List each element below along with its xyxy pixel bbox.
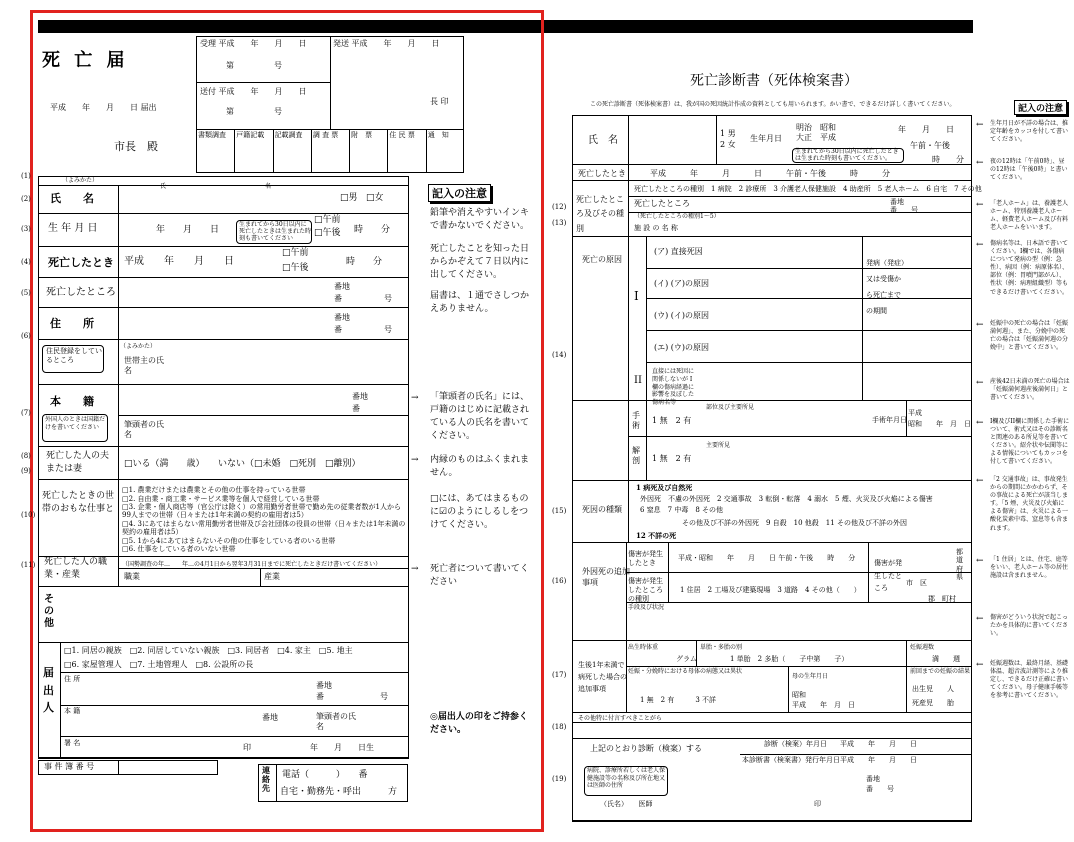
informant-address: 住 所 (64, 675, 81, 683)
cert-mother-era: 昭和 平成 年 月 日 (792, 691, 855, 709)
col-divider (628, 480, 629, 542)
row-divider (626, 572, 972, 573)
side-note: 産後42日未満の死亡の場合は「妊娠満何週産後満何日」と書いてください。 (990, 378, 1070, 402)
row-number: (7) (21, 409, 31, 417)
row-divider (38, 277, 409, 278)
occupation-label: 死亡したときの世帯のおもな仕事と (42, 491, 115, 515)
cert-part2: 直接には死因に関係しないが I 欄の傷病経過に影響を及ぼした傷病名等 (652, 368, 695, 407)
cert-doctor: （氏名） 医師 (600, 800, 653, 808)
row-divider (628, 196, 972, 197)
row-divider (572, 640, 972, 641)
death-am[interactable]: □午前 (282, 248, 309, 258)
cert-autopsy-value[interactable]: 1 無 2 有 (652, 454, 692, 463)
side-note: 「1 住居」とは、住宅、庭等をいい、老人ホーム等の居住施設は含まれません。 (990, 556, 1069, 580)
cert-diag-date: 平成 年 月 日 (840, 740, 917, 748)
col-divider (628, 164, 629, 180)
cert-ext-label: 外因死の追加事項 (582, 567, 630, 588)
cert-live: 出生児 人 (912, 685, 954, 693)
row-divider (38, 758, 409, 759)
cert-multiple: 単胎・多胎の別 (700, 644, 743, 651)
check-divider (426, 129, 427, 173)
arrow-icon: → (411, 455, 419, 465)
cert-issue-date-label: 本診断書（検案書）発行年月日 (742, 756, 840, 764)
cert-town: 郡 町村 (928, 595, 956, 603)
check-divider (273, 129, 274, 173)
cert-still: 死産児 胎 (912, 699, 954, 707)
side-note: 「老人ホーム」は、養護老人ホーム、特別養護老人ホーム、軽費老人ホーム及び有料老人ホームをいいます。 (990, 200, 1069, 232)
side-note: 「2 交通事故」は、事故発生からの期間にかかわらず、その事故による死亡が該当します。「5 煙、火災及び火焔による傷害」は、火災による一酸化炭素中毒、窒息等も含まれます。 (990, 476, 1069, 532)
arrow-icon: ← (976, 378, 984, 388)
row-divider (118, 415, 409, 416)
check-cell-label: 調 査 票 (312, 131, 339, 139)
side-note: 傷害がどういう状況で起こったかを具体的に書いてください。 (990, 614, 1069, 638)
cert-injury-time: 傷害が発生したとき (628, 550, 663, 568)
cert-birth-label: 生年月日 (750, 134, 782, 143)
honseki-label: 本 籍 (50, 395, 94, 408)
col-divider (60, 642, 61, 758)
householder-label: 世帯主の氏名 (124, 356, 164, 376)
row-number: (18) (552, 723, 567, 731)
cert-injury-place2: 傷害が発生したところ (874, 559, 902, 593)
side-note: 生年月日が不詳の場合は、推定年齢をカッコを付して書いてください。 (990, 120, 1069, 144)
row-divider (572, 738, 972, 739)
row-number: (6) (21, 332, 31, 340)
contact-label: 連絡先 (262, 765, 270, 794)
form-title: 死 亡 届 (42, 50, 129, 71)
cert-single[interactable]: 1 単胎 2 多胎（ 子中第 子） (730, 655, 849, 663)
birth-hour-min: 時 分 (354, 225, 391, 235)
spouse-options[interactable]: □いる（満 歳） いない（□未婚 □死別 □離別） (124, 459, 361, 469)
occupation-option[interactable]: □6. 仕事をしている者のいない世帯 (122, 545, 236, 553)
cert-cause-type-12[interactable]: 12 不詳の死 (636, 531, 677, 540)
row-number: (10) (21, 511, 36, 519)
cert-autopsy-main: 主要所見 (706, 442, 731, 449)
male-checkbox[interactable]: □男 (340, 193, 358, 203)
note-deadline: 死亡したことを知った日からかぞえて７日以内に出してください。 (430, 244, 530, 281)
cause-divider (646, 268, 972, 269)
part1-roman: I (634, 289, 639, 303)
row-number: (16) (552, 577, 567, 585)
cert-pregnancy: 妊娠・分娩時における母体の病態又は異状 (628, 668, 743, 675)
arrow-icon: ← (976, 418, 984, 428)
row-number: (4) (21, 258, 31, 266)
cause-line: (ウ) (イ)の原因 (654, 311, 710, 320)
cert-hospital-banchi: 番地 番 号 (866, 775, 894, 793)
death-place-go: 号 (384, 294, 392, 303)
name-label: 氏 名 (50, 192, 94, 205)
occupation-option[interactable]: □2. 自由業・商工業・サービス業等を個人で経営している世帯 (122, 495, 320, 503)
cert-cause-type-1[interactable]: 1 病死及び自然死 (636, 483, 693, 492)
cert-injury-place-value[interactable]: 1 住居 2 工場及び建築現場 3 道路 4 その他（ ） (680, 586, 861, 594)
cert-sex[interactable]: 1 男 2 女 (720, 129, 736, 150)
female-checkbox[interactable]: □女 (366, 193, 384, 203)
cert-autopsy-label: 解剖 (632, 446, 640, 465)
cert-hospital: 病院、診療所若しくは老人保健施設等の名称及び所在地又は医師の住所 (587, 767, 666, 789)
givenname-label: 名 (265, 183, 272, 190)
row-divider (38, 642, 409, 643)
cert-place: 死亡したところ (634, 199, 690, 208)
death-time-label: 死亡したとき (48, 256, 114, 269)
occupation-option[interactable]: □4. 3にあてはまらない常用勤労者世帯及び会社団体の役員の世帯（日々または1年未満の契約の雇用者は5） (122, 520, 406, 537)
col-divider (868, 542, 869, 602)
death-time-value: 平成 年 月 日 (124, 256, 234, 267)
col-divider (646, 236, 647, 480)
informant-options-2[interactable]: □6. 家屋管理人 □7. 土地管理人 □8. 公設所の長 (64, 660, 254, 669)
row-divider (628, 436, 972, 437)
check-cell-label: 記載調査 (274, 131, 303, 139)
cert-birth-weight: 出生時体重 (628, 644, 659, 651)
row-number: (13) (552, 219, 567, 227)
row-number: (9) (21, 467, 31, 475)
cert-place-ban: 番 号 (890, 206, 918, 214)
birth-pm[interactable]: □午後 (314, 228, 341, 238)
cert-week: 満 週 (932, 655, 960, 663)
cert-mother-birth: 母の生年月日 (792, 673, 829, 680)
note-seal: ◎届出人の印をご持参ください。 (430, 712, 528, 736)
col-divider (716, 115, 717, 164)
contact-type: 自宅・勤務先・呼出 方 (280, 787, 398, 797)
job-field: 職業 (124, 572, 140, 581)
row-divider (60, 672, 409, 673)
col-divider (906, 640, 907, 712)
spouse-label: 死亡した人の夫または妻 (46, 451, 110, 474)
cert-cause-type-label: 死因の種類 (582, 505, 622, 514)
informant-sign: 署 名 (64, 739, 81, 747)
row-divider (38, 446, 409, 447)
address-ban: 番 (334, 325, 342, 334)
row-divider (60, 736, 409, 737)
side-note: 夜の12時は「午前0時」、昼の12時は「午後0時」と書いてください。 (990, 158, 1068, 182)
dispatch-date: 発送 平成 年 月 日 (333, 39, 440, 48)
row-divider (572, 712, 972, 713)
cert-statement: 上記のとおり診断（検案）する (590, 744, 702, 753)
cert-death-time-value: 平成 年 月 日 午前・午後 時 分 (650, 169, 890, 178)
mayor-address: 市長 殿 (114, 140, 158, 153)
right-notes-heading: 記入の注意 (1014, 100, 1067, 115)
note-one-copy: 届書は、１通でさしつかえありません。 (430, 291, 530, 315)
honseki-head-label: 筆頭者の氏名 (124, 420, 164, 440)
row-divider (60, 705, 409, 706)
arrow-icon: → (411, 393, 419, 403)
cert-era: 明治 昭和 大正 平成 (796, 123, 836, 143)
death-place-banchi: 番地 (334, 282, 350, 291)
informant-honseki: 本 籍 (64, 707, 81, 715)
check-cell-label: 附 票 (351, 131, 373, 139)
cert-death-time-label: 死亡したとき (578, 169, 626, 178)
cert-time: 時 分 (932, 155, 964, 164)
informant-label: 届 出 人 (43, 666, 54, 715)
cert-birth-date: 年 月 日 (898, 125, 954, 134)
birth-date-value: 年 月 日 (156, 225, 220, 235)
cause-divider (646, 298, 972, 299)
arrow-icon: ← (976, 120, 984, 130)
householder-yomikata: （よみかた） (120, 343, 157, 350)
note-pencil: 鉛筆や消えやすいインキで書かないでください。 (430, 208, 530, 232)
arrow-icon: ← (976, 476, 984, 486)
col-divider (628, 115, 629, 164)
arrow-icon: ← (976, 556, 984, 566)
row-divider (572, 164, 972, 165)
row-divider (38, 307, 409, 308)
cause-line: (エ) (ウ)の原因 (654, 343, 710, 352)
row-divider (572, 480, 972, 481)
cert-gram: グラム (676, 655, 697, 663)
row-divider (38, 479, 409, 480)
informant-go: 号 (380, 692, 388, 701)
cert-method: 手段及び状況 (628, 604, 665, 611)
received-number: 第 号 (226, 61, 282, 70)
industry-field: 産業 (264, 572, 280, 581)
note-deceased: 死亡者について書いてください (430, 564, 529, 588)
cause-divider (646, 330, 972, 331)
birth-note: 生まれてから30日以内に死亡したときは生まれた時刻も書いてください (239, 221, 312, 243)
cert-birth-note: 生まれてから30日以内に死亡したときは生まれた時刻も書いてください。 (795, 148, 899, 162)
col-divider (862, 236, 863, 400)
honseki-ban: 番 (352, 404, 360, 413)
cert-cause-type-ext[interactable]: 外因死 不慮の外因死 2 交通事故 3 転倒・転落 4 溺水 5 煙、火災及び火焔による傷害 6 窒息 7 中毒 8 その他 (640, 495, 940, 514)
check-cell-label: 書類調査 (198, 131, 226, 139)
check-divider (349, 129, 350, 173)
death-hour-min: 時 分 (346, 257, 383, 267)
contact-phone[interactable]: 電話（ ） 番 (282, 770, 368, 780)
cert-place-label: 死亡したところ及びその種別 (576, 195, 624, 233)
cert-surgery-date: 手術年月日 (872, 416, 907, 424)
residence-note: 住民登録をしているところ (46, 347, 102, 365)
honseki-note: 外国人のときは国籍だけを書いてください (45, 416, 106, 431)
note-common-law: 内縁のものはふくまれません。 (430, 455, 530, 479)
check-cell-label: 戸籍記載 (236, 131, 265, 139)
birth-label: 生 年 月 日 (48, 223, 98, 234)
cert-place-banchi: 番地 (890, 198, 904, 206)
informant-options-1[interactable]: □1. 同居の親族 □2. 同居していない親族 □3. 同居者 □4. 家主 □5. 地主 (64, 646, 353, 655)
sent-date: 送付 平成 年 月 日 (200, 87, 307, 96)
cert-surgery-label: 手術 (632, 411, 640, 430)
honseki-banchi: 番地 (352, 392, 368, 401)
address-go: 号 (384, 325, 392, 334)
row-number: (14) (552, 351, 567, 359)
arrow-icon: ← (976, 200, 984, 210)
row-divider (572, 400, 972, 401)
sent-number: 第 号 (226, 107, 282, 116)
notes-heading: 記入の注意 (428, 184, 491, 202)
address-banchi: 番地 (334, 313, 350, 322)
occupation-option[interactable]: □5. 1から4にあてはまらないその他の仕事をしている者のいる世帯 (122, 537, 336, 545)
address-label: 住 所 (50, 317, 94, 330)
death-place-label: 死亡したところ (46, 287, 116, 298)
informant-honseki-banchi: 番地 (262, 713, 278, 722)
yomikata-label: （よみかた） (62, 177, 99, 184)
check-cell-label: 通 知 (427, 131, 449, 139)
row-number: (15) (552, 507, 567, 515)
cert-am-pm: 午前・午後 (910, 141, 950, 150)
col-divider (788, 666, 789, 712)
cert-injury-time-value: 平成・昭和 年 月 日 午前・午後 時 分 (678, 554, 856, 562)
chief-seal: 長 印 (430, 97, 449, 106)
row-divider (38, 246, 409, 247)
occupation-option[interactable]: □1. 農業だけまたは農業とその他の仕事を持っている世帯 (122, 486, 306, 494)
informant-banchi: 番地 (316, 681, 332, 690)
row-number: (5) (21, 289, 31, 297)
col-divider (118, 185, 119, 586)
cause-divider (646, 362, 972, 363)
col-divider (668, 542, 669, 602)
check-divider (234, 129, 235, 173)
case-number-label: 事 件 簿 番 号 (44, 762, 95, 771)
birth-am[interactable]: □午前 (314, 215, 341, 225)
certificate-intro: この死亡診断書（死体検案書）は、我が国の死因統計作成の資料としても用いられます。かい書で、できるだけ詳しく書いてください。 (590, 101, 956, 108)
side-note: 傷病名等は、日本語で書いてください。I欄では、各傷病について発病の型（例：急性）、病因（例：病原体名）、部位（例：胃噴門部がん）、性状（例：病理組織型）等もできるだけ書いてください。 (990, 240, 1069, 296)
col-divider (260, 568, 261, 586)
cert-cause-type-other[interactable]: その他及び不詳の外因死 9 自殺 10 他殺 11 その他及び不詳の外因 (682, 519, 907, 527)
row-divider (38, 213, 409, 214)
cert-injury-place: 傷害が発生したところの種別 (628, 577, 663, 604)
check-divider (311, 129, 312, 173)
cert-place-types[interactable]: 死亡したところの種別 1 病院 2 診療所 3 介護老人保健施設 4 助産所 5 老人ホーム 6 自宅 7 その他 (634, 185, 982, 193)
side-note: 妊娠中の死亡の場合は「妊娠満何週」、また、分娩中の死亡の場合は「妊娠満何週の分娩中」と書いてください。 (990, 320, 1069, 352)
note-checkbox: □には、あてはまるものに☑のようにしるしをつけてください。 (430, 494, 529, 531)
row-divider (38, 586, 409, 587)
cause-line: (イ) (ア)の原因 (654, 279, 710, 288)
cert-cause-label: 死亡の原因 (582, 255, 622, 264)
row-number: (1) (21, 172, 31, 180)
row-divider (740, 754, 972, 755)
cert-surgery-era: 平成 昭和 年 月 日 (908, 409, 971, 428)
job-label: 死亡した人の職業・産業 (44, 557, 108, 581)
arrow-icon: ← (976, 320, 984, 330)
cert-onset: 発病（発症）又は受傷から死亡までの期間 (866, 259, 905, 316)
side-note: I欄及びII欄に関係した手術について、術式又はその診断名と関連のある所見等を書いてください。紹介状や伝聞等による情報についてもカッコを付して書いてください。 (990, 418, 1070, 466)
cert-diag-date-label: 診断（検案）年月日 (764, 740, 827, 748)
row-number: (17) (552, 671, 567, 679)
row-divider (572, 821, 972, 822)
cert-facility-note: （死亡したところの種別1〜5） (634, 213, 720, 220)
row-number: (19) (552, 775, 567, 783)
other-label: そ の 他 (44, 594, 54, 629)
cert-issue-date: 平成 年 月 日 (840, 756, 917, 764)
arrow-icon: ← (976, 158, 984, 168)
row-number: (8) (21, 452, 31, 460)
cert-facility: 施 設 の 名 称 (634, 224, 678, 232)
cert-other-special: その他特に付言すべきことがら (578, 715, 662, 722)
row-divider (572, 542, 972, 543)
check-cell-label: 住 民 票 (389, 131, 415, 139)
cert-prev: 前回までの妊娠の結果 (910, 668, 971, 675)
row-divider (118, 339, 409, 340)
cert-weeks: 妊娠週数 (910, 644, 935, 651)
col-divider (628, 236, 629, 480)
cert-city: 市 区 (906, 579, 927, 587)
row-divider (572, 180, 972, 181)
cert-surgery-site: 部位及び主要所見 (706, 404, 755, 411)
occupation-option[interactable]: □3. 企業・個人商店等（官公庁は除く）の常用勤労者世帯で勤め先の従業者数が1人から99人までの世帯（日々または1年未満の契約の雇用者は5） (122, 503, 401, 520)
informant-birth: 年 月 日生 (310, 743, 374, 752)
side-note: 妊娠週数は、最終月経、基礎体温、超音波計測等により推定し、できるだけ正確に書いてください。母子健康手帳等を参考に書いてください。 (990, 660, 1069, 700)
arrow-icon: ← (976, 660, 984, 670)
part2-roman: II (634, 375, 642, 386)
arrow-icon: → (411, 564, 419, 574)
cert-seal: 印 (814, 800, 821, 808)
received-date: 受理 平成 年 月 日 (200, 39, 307, 48)
col-divider (626, 542, 627, 640)
check-divider (387, 129, 388, 173)
cert-name-label: 氏 名 (588, 135, 618, 146)
arrow-icon: ← (976, 240, 984, 250)
informant-head: 筆頭者の氏名 (316, 712, 356, 731)
row-number: (2) (21, 195, 31, 203)
row-number: (12) (552, 203, 567, 211)
informant-ban: 番 (316, 692, 324, 701)
death-pm[interactable]: □午後 (282, 263, 309, 273)
cert-pref: 都道府県 (956, 548, 963, 582)
row-number: (3) (21, 225, 31, 233)
cert-surgery-value[interactable]: 1 無 2 有 (652, 416, 692, 425)
cause-line: (ア) 直接死因 (654, 247, 703, 256)
informant-seal: 印 (243, 743, 251, 752)
death-place-ban: 番 (334, 294, 342, 303)
surname-label: 氏 (160, 183, 167, 190)
cert-preg-value[interactable]: 1 無 2 有 3 不詳 (640, 696, 717, 704)
row-divider (38, 384, 409, 385)
cert-infant-label: 生後1年未満で病死した場合の追加事項 (578, 661, 627, 693)
row-number: (11) (21, 561, 36, 569)
row-divider (38, 185, 409, 186)
arrow-icon: ← (976, 614, 984, 624)
note-head-name: 「筆頭者の氏名」には、戸籍のはじめに記載されている人の氏名を書いてください。 (430, 392, 530, 442)
row-divider (626, 602, 972, 603)
submission-date: 平成 年 月 日 届出 (50, 103, 157, 112)
job-note: （国勢調査の年… 年…の4月1日から翌年3月31日までに死亡したときだけ書いてください） (122, 561, 382, 568)
row-divider (572, 236, 972, 237)
row-divider (626, 666, 972, 667)
certificate-title: 死亡診断書（死体検案書） (690, 73, 858, 89)
